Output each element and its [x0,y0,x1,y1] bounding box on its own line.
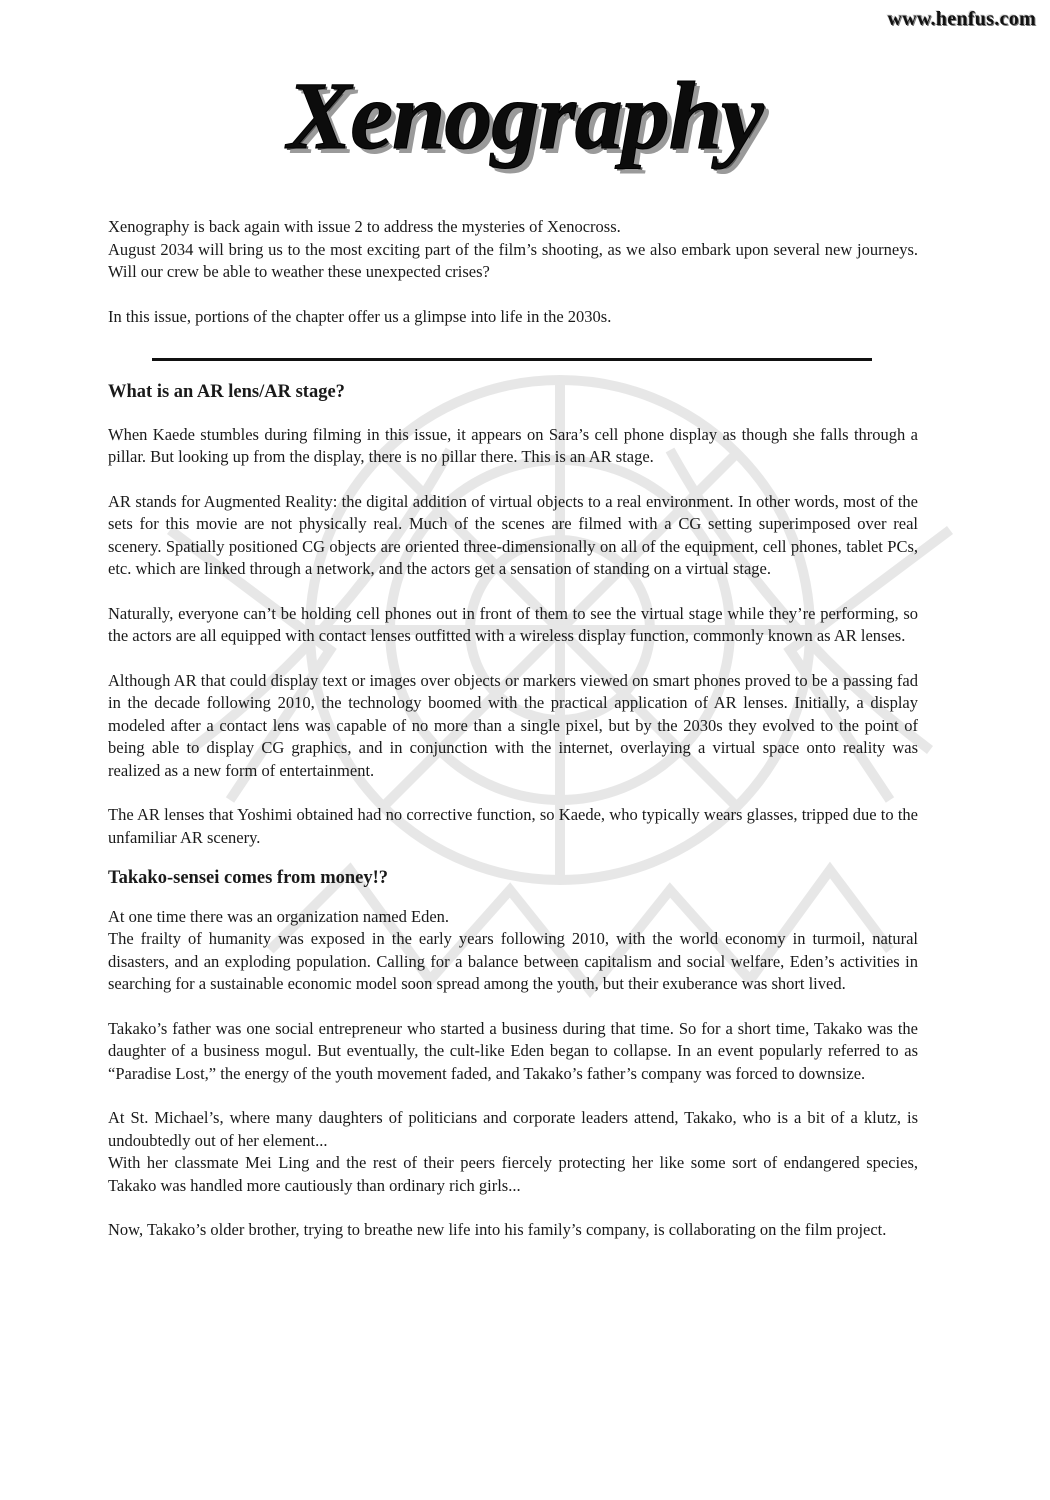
ar-paragraph-3: Naturally, everyone can’t be holding cell phones out in front of them to see the virtual stage while they’re performing, so the actors are all equipped with contact lenses outfitted with a wireless display function, commonly known as AR lenses. [108,603,918,645]
ar-paragraph-2: AR stands for Augmented Reality: the digital addition of virtual objects to a real environment. In other words, most of the sets for this movie are not physically real. Much of the scenes are filmed with a CG setting superimposed over real scenery. Spatially positioned CG objects are oriented three-dimensionally on all of the equipment, cell phones, tablet PCs, etc. which are linked through a network, and the actors get a sensation of standing on a virtual stage. [108,491,918,578]
intro-line-2: August 2034 will bring us to the most exciting part of the film’s shooting, as we also embark upon several new journeys. Will our crew be able to weather these unexpected crises? [108,239,918,281]
article-body [108,216,918,1242]
takako-line-1: At one time there was an organization named Eden. [108,906,450,926]
ar-paragraph-4: Although AR that could display text or images over objects or markers viewed on smart phones proved to be a passing fad in the decade following 2010, the technology boomed with the practical application of AR lenses. Initially, a display modeled after a contact lens was capable of no more than a single pixel, but by the 2030s they evolved to the point of being able to display CG graphics, and in conjunction with the internet, overlaying a virtual space onto reality was realized as a new form of entertainment. [108,670,918,780]
takako-paragraph-3b: With her classmate Mei Ling and the rest of their peers fiercely protecting her like some sort of endangered species, Takako was handled more cautiously than ordinary rich girls... [108,1153,918,1195]
section-heading-ar: What is an AR lens/AR stage? [108,382,345,402]
ar-paragraph-5: The AR lenses that Yoshimi obtained had no corrective function, so Kaede, who typically wears glasses, tripped due to the unfamiliar AR scenery. [108,805,918,847]
ar-paragraph-1: When Kaede stumbles during filming in this issue, it appears on Sara’s cell phone display as though she falls through a pillar. But looking up from the display, there is no pillar there. This is an AR stage. [108,424,918,466]
takako-paragraph-1: The frailty of humanity was exposed in the early years following 2010, with the world economy in turmoil, natural disasters, and an exploding population. Calling for a balance between capitalism and social welfare, Eden’s activities in searching for a sustainable economic model soon spread among the youth, but their exuberance was short lived. [108,929,918,993]
takako-paragraph-2: Takako’s father was one social entrepreneur who started a business during that time. So for a short time, Takako was the daughter of a business mogul. But eventually, the cult-like Eden began to collapse. In an event popularly referred to as “Paradise Lost,” the energy of the youth movement faded, and Takako’s father’s company was forced to downsize. [108,1018,918,1083]
intro-line-1: Xenography is back again with issue 2 to address the mysteries of Xenocross. [108,217,621,236]
takako-paragraph-3a: At St. Michael’s, where many daughters of politicians and corporate leaders attend, Takako, who is a bit of a klutz, is undoubtedly out of her element... [108,1108,918,1150]
page-title: Xenography [287,62,763,169]
site-watermark: www.henfus.com [887,8,1036,30]
intro-paragraph-2: In this issue, portions of the chapter offer us a glimpse into life in the 2030s. [108,306,612,326]
takako-paragraph-4: Now, Takako’s older brother, trying to breathe new life into his family’s company, is collaborating on the film project. [108,1220,887,1239]
section-heading-takako: Takako-sensei comes from money!? [108,868,389,888]
